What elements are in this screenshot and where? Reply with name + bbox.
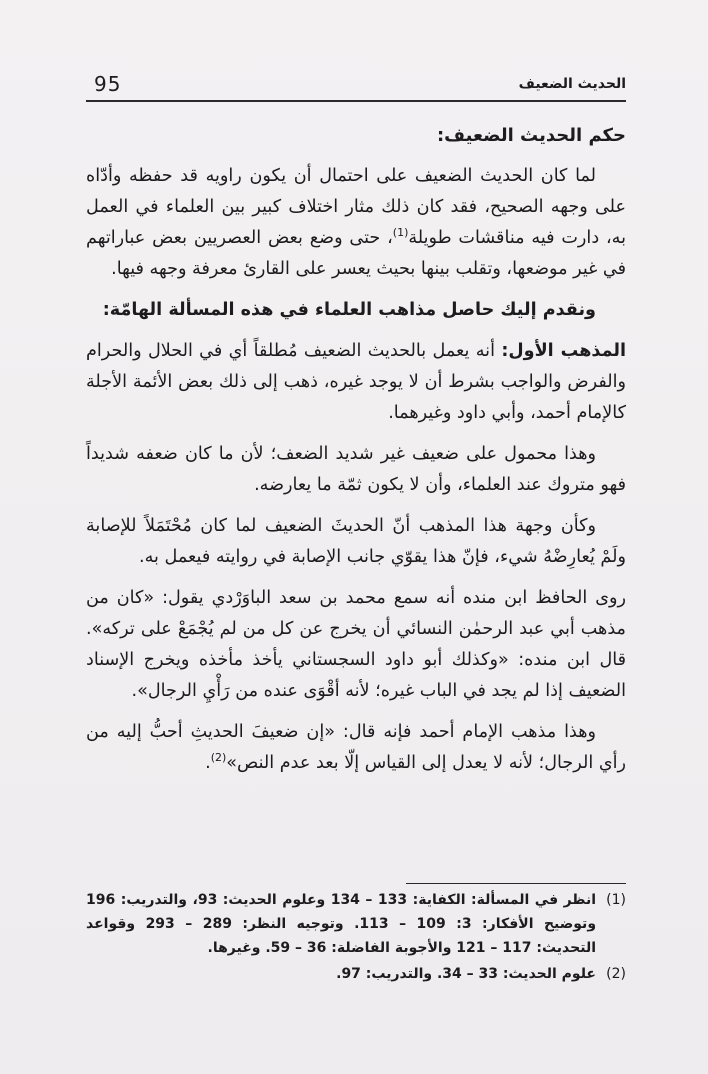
footnote-ref-1[interactable]: (1) (392, 226, 409, 240)
first-school-paragraph (86, 336, 626, 429)
header-rule (86, 100, 626, 102)
first-school-text: أنه يعمل بالحديث الضعيف مُطلقاً أي في الحلال والحرام والفرض والواجب بشرط أن لا يوجد غيره، ذهب إلى ذلك بعض الأئمة الأجلة كالإمام أحمد، وأبي داود وغيرهما. (86, 341, 626, 423)
paragraph-3: وكأن وجهة هذا المذهب أنّ الحديثَ الضعيف لما كان مُحْتَمَلاً للإصابة ولَمْ يُعارِضْهُ شيء، فإنّ هذا يقوّي جانب الإصابة في روايته فيعمل به. (86, 516, 626, 567)
paragraph-5-text: وهذا مذهب الإمام أحمد فإنه قال: «إن ضعيفَ الحديثِ أحبُّ إليه من رأي الرجال؛ لأنه لا يعدل إلى القياس إلّا بعد عدم النص» (86, 722, 626, 773)
page-number: 95 (94, 72, 122, 96)
paragraph-5 (86, 717, 626, 779)
footnote-text: علوم الحديث: 33 – 34. والتدريب: 97. (336, 966, 596, 982)
footnote-number: (1) (606, 892, 626, 908)
page-body (86, 120, 626, 789)
footnotes (86, 888, 626, 988)
paragraph-4: روى الحافظ ابن منده أنه سمع محمد بن سعد الباوَرْدي يقول: «كان من مذهب أبي عبد الرحمٰن النسائي أن يخرج عن كل من لم يُجْمَعْ على تركه». قال ابن منده: «وكذلك أبو داود السجستاني يأخذ مأخذه ويخرج الإسناد الضعيف إذا لم يجد في الباب غيره؛ لأنه أقْوَى عنده من رَأْيِ الرجال». (86, 588, 626, 701)
footnote-number: (2) (606, 966, 626, 982)
paragraph-2: وهذا محمول على ضعيف غير شديد الضعف؛ لأن ما كان ضعفه شديداً فهو متروك عند العلماء، وأن لا يكون ثمّة ما يعارضه. (86, 444, 626, 495)
first-school-label: المذهب الأول: (501, 341, 626, 361)
footnote-text: انظر في المسألة: الكفاية: 133 – 134 وعلوم الحديث: 93، والتدريب: 196 وتوضيح الأفكار: 3: 109 – 113. وتوجيه النظر: 289 – 293 وقواعد التحديث: 117 – 121 والأجوبة الفاضلة: 36 – 59. وغيرها. (86, 892, 597, 956)
footnote-item (86, 888, 626, 960)
paragraph-1-text: لما كان الحديث الضعيف على احتمال أن يكون راويه قد حفظه وأدّاه على وجهه الصحيح، فقد كان ذلك مثار اختلاف كبير بين العلماء في العمل به، دارت فيه مناقشات طويلة (86, 166, 626, 248)
footnote-rule (406, 883, 626, 884)
paragraph-1 (86, 161, 626, 285)
section-heading: حكم الحديث الضعيف: (436, 125, 626, 146)
page-header (86, 72, 626, 98)
paragraph-5-end: . (205, 753, 211, 773)
paragraph-1-end: ، حتى وضع بعض العصريين بعض عباراتهم في غير موضعها، وتقلب بينها بحيث يعسر على القارئ معرفة وجهه فيها. (86, 228, 626, 279)
footnote-ref-2[interactable]: (2) (210, 751, 227, 765)
running-title: الحديث الضعيف (518, 76, 626, 92)
intro-paragraph: ونقدم إليك حاصل مذاهب العلماء في هذه المسألة الهامّة: (102, 300, 596, 320)
footnote-item (86, 962, 626, 986)
